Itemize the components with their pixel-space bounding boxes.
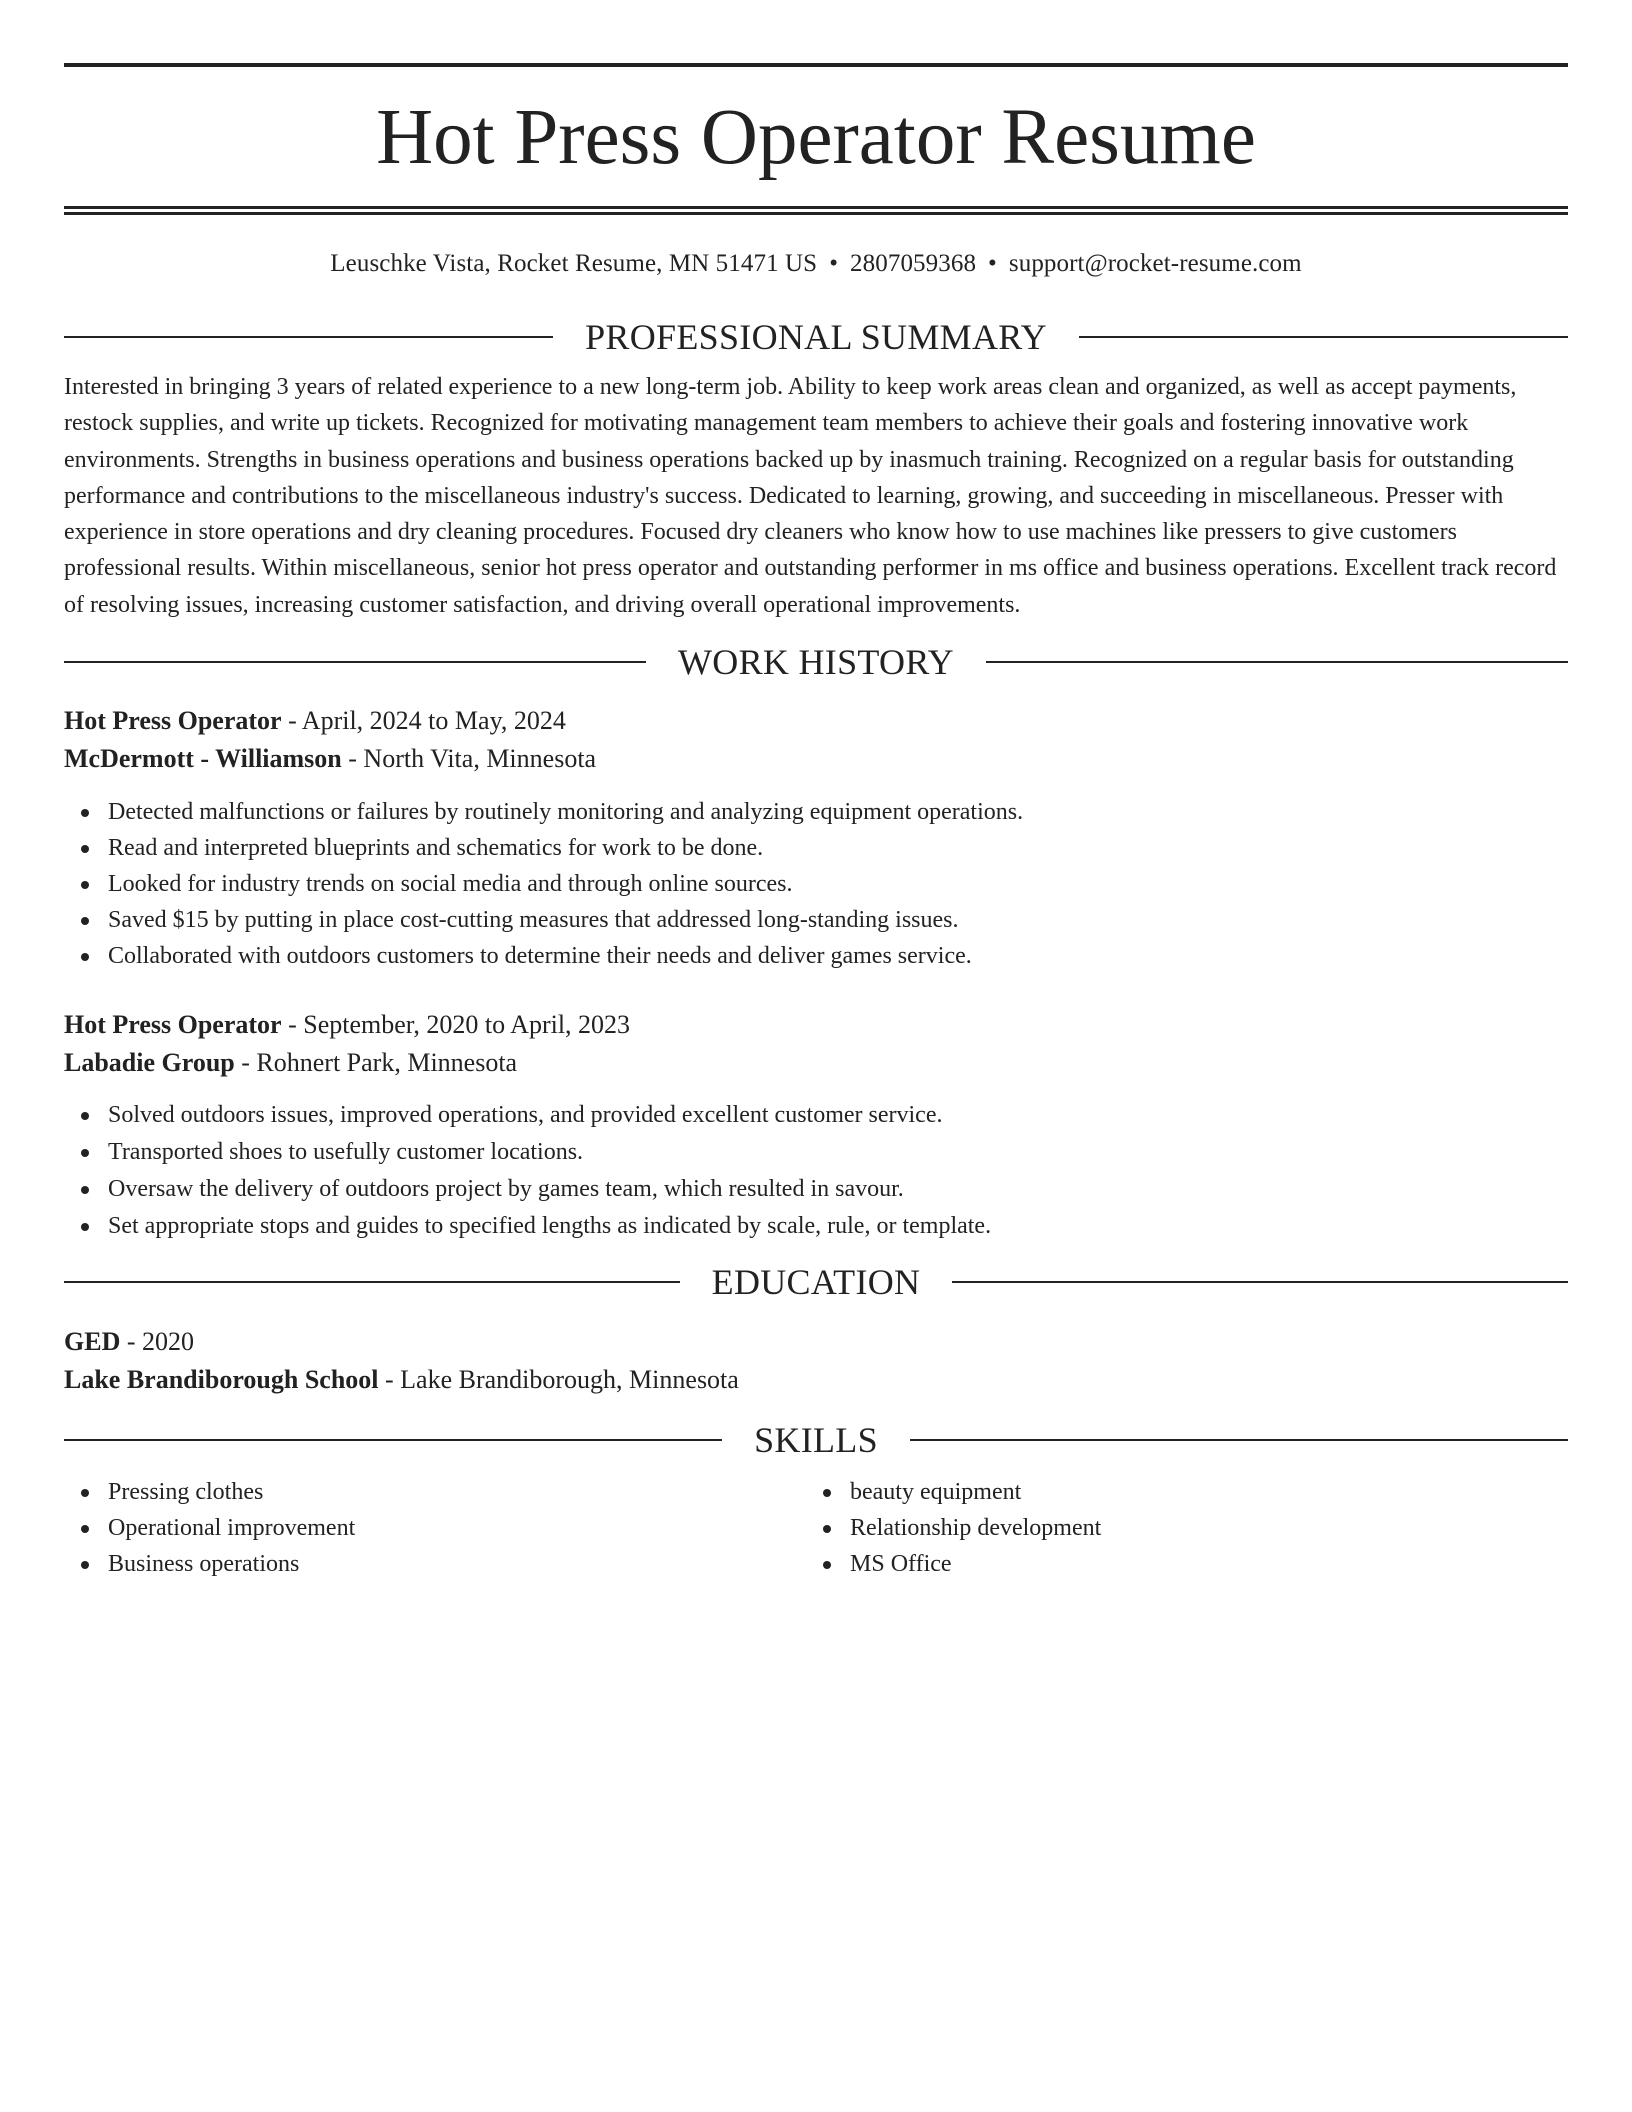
list-item	[64, 1510, 806, 1546]
list-item-text: Read and interpreted blueprints and schematics for work to be done.	[108, 835, 764, 862]
list-item-text: Oversaw the delivery of outdoors project by games team, which resulted in savour.	[108, 1176, 904, 1203]
job-title: Hot Press Operator	[64, 1010, 282, 1040]
job-entry	[64, 702, 1568, 974]
job-title: Hot Press Operator	[64, 706, 282, 736]
list-item-text: Looked for industry trends on social media and through online sources.	[108, 871, 793, 898]
list-item	[64, 902, 1568, 938]
heading-rule	[64, 1439, 722, 1441]
section-heading-label: PROFESSIONAL SUMMARY	[585, 317, 1047, 357]
section-heading-skills	[64, 1420, 1568, 1460]
job-company-line	[64, 1044, 1568, 1082]
list-item	[64, 1208, 1568, 1245]
bullet-icon	[823, 1525, 831, 1533]
skill-text: Business operations	[108, 1551, 300, 1578]
job-company-line	[64, 740, 1568, 778]
skill-text: MS Office	[850, 1551, 952, 1578]
bullet-icon	[823, 1561, 831, 1569]
skills-list	[64, 1474, 1568, 1582]
contact-address: Leuschke Vista, Rocket Resume, MN 51471 US	[330, 250, 818, 277]
heading-rule	[910, 1439, 1568, 1441]
skill-text: Operational improvement	[108, 1515, 356, 1542]
section-heading-label: EDUCATION	[711, 1262, 921, 1303]
skills-bullet-list	[806, 1474, 1548, 1582]
bullet-icon	[81, 1149, 89, 1157]
heading-rule	[64, 336, 553, 338]
list-item-text: Solved outdoors issues, improved operations, and provided excellent customer service.	[108, 1102, 943, 1129]
bullet-icon	[81, 1561, 89, 1569]
job-location: - North Vita, Minnesota	[341, 744, 597, 774]
contact-separator: •	[829, 250, 839, 277]
skill-text: Pressing clothes	[108, 1479, 264, 1506]
section-heading-summary	[64, 317, 1568, 357]
skill-text: beauty equipment	[850, 1479, 1022, 1506]
bullet-icon	[81, 1186, 89, 1194]
list-item	[806, 1474, 1548, 1510]
skill-text: Relationship development	[850, 1515, 1102, 1542]
list-item-text: Saved $15 by putting in place cost-cutting measures that addressed long-standing issues.	[108, 907, 959, 934]
heading-rule	[64, 1281, 680, 1283]
education-school-line	[64, 1361, 1568, 1399]
list-item	[64, 1171, 1568, 1208]
skills-column-right	[806, 1474, 1548, 1582]
list-item	[64, 1474, 806, 1510]
job-title-line	[64, 702, 1568, 740]
resume-header	[64, 0, 1568, 279]
heading-rule	[1079, 336, 1568, 338]
job-title-line	[64, 1006, 1568, 1044]
list-item	[806, 1510, 1548, 1546]
job-bullet-list	[64, 1097, 1568, 1245]
list-item-text: Set appropriate stops and guides to specified lengths as indicated by scale, rule, or template.	[108, 1213, 992, 1240]
skills-bullet-list	[64, 1474, 806, 1582]
job-dates: - September, 2020 to April, 2023	[281, 1010, 631, 1040]
list-item	[64, 938, 1568, 974]
section-heading-education	[64, 1262, 1568, 1302]
heading-rule	[986, 661, 1568, 663]
bullet-icon	[81, 881, 89, 889]
education-entry	[64, 1323, 1568, 1399]
list-item-text: Transported shoes to usefully customer locations.	[108, 1139, 584, 1166]
job-company: Labadie Group	[64, 1048, 235, 1078]
list-item	[806, 1546, 1548, 1582]
heading-rule	[64, 661, 646, 663]
list-item	[64, 1097, 1568, 1134]
job-entry	[64, 1006, 1568, 1245]
page-title: Hot Press Operator Resume	[376, 94, 1256, 181]
contact-email: support@rocket-resume.com	[1008, 250, 1302, 277]
education-year: - 2020	[120, 1327, 195, 1357]
bullet-icon	[81, 1112, 89, 1120]
education-school: Lake Brandiborough School	[64, 1365, 379, 1395]
section-heading-label: SKILLS	[754, 1420, 878, 1461]
education-degree-line	[64, 1323, 1568, 1361]
bullet-icon	[823, 1489, 831, 1497]
section-heading-label: WORK HISTORY	[678, 642, 954, 683]
bullet-icon	[81, 1223, 89, 1231]
job-company: McDermott - Williamson	[64, 744, 342, 774]
bullet-icon	[81, 953, 89, 961]
list-item	[64, 866, 1568, 902]
header-double-rule	[64, 206, 1568, 215]
list-item	[64, 830, 1568, 866]
education-degree: GED	[64, 1327, 121, 1357]
list-item	[64, 794, 1568, 830]
job-dates: - April, 2024 to May, 2024	[281, 706, 566, 736]
list-item	[64, 1546, 806, 1582]
contact-line	[64, 249, 1568, 279]
job-location: - Rohnert Park, Minnesota	[234, 1048, 518, 1078]
bullet-icon	[81, 917, 89, 925]
contact-separator: •	[988, 250, 997, 277]
contact-phone: 2807059368	[850, 250, 977, 277]
skills-column-left	[64, 1474, 806, 1582]
list-item-text: Collaborated with outdoors customers to determine their needs and deliver games service.	[108, 943, 972, 970]
job-bullet-list	[64, 794, 1568, 974]
bullet-icon	[81, 809, 89, 817]
education-location: - Lake Brandiborough, Minnesota	[378, 1365, 739, 1395]
bullet-icon	[81, 1525, 89, 1533]
bullet-icon	[81, 845, 89, 853]
bullet-icon	[81, 1489, 89, 1497]
section-heading-work	[64, 642, 1568, 682]
list-item-text: Detected malfunctions or failures by routinely monitoring and analyzing equipment operations.	[108, 799, 1024, 826]
heading-rule	[952, 1281, 1568, 1283]
summary-text: Interested in bringing 3 years of related experience to a new long-term job. Ability to keep work areas clean and organized, as well as accept payments, restock supplies, and write up tickets. Recognized for motivating management team members to achieve their goals and fostering innovative work environments. Strengths in business operations and business operations backed up by inasmuch training. Recognized on a regular basis for outstanding performance and contributions to the miscellaneous industry's success. Dedicated to learning, growing, and succeeding in miscellaneous. Presser with experience in store operations and dry cleaning procedures. Focused dry cleaners who know how to use machines like pressers to give customers professional results. Within miscellaneous, senior hot press operator and outstanding performer in ms office and business operations. Excellent track record of resolving issues, increasing customer satisfaction, and driving overall operational improvements.	[64, 374, 1557, 618]
list-item	[64, 1134, 1568, 1171]
